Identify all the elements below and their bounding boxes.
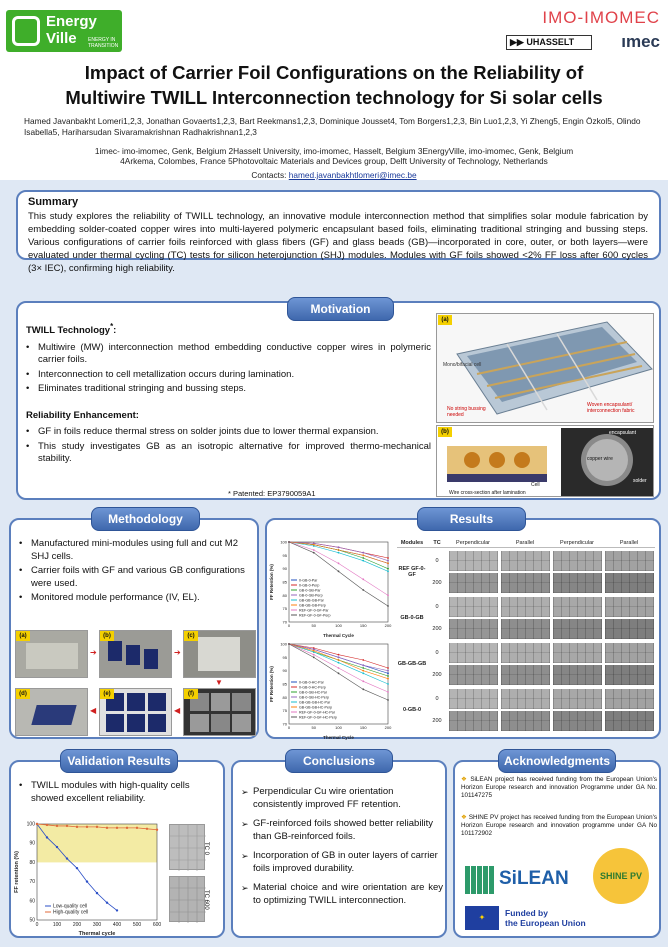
- el-image-cell: [449, 597, 498, 617]
- el-image-cell: [553, 573, 602, 593]
- x-axis-label: Thermal Cycle: [323, 633, 354, 638]
- el-image-tc0: [169, 824, 205, 870]
- el-image-cell: [553, 643, 602, 663]
- el-image-cell: [605, 665, 654, 685]
- data-point: [387, 675, 389, 677]
- twill-heading: TWILL Technology*:: [26, 322, 117, 337]
- data-point: [362, 554, 364, 556]
- el-image-cell: [449, 573, 498, 593]
- list-item: • This study investigates GB as an isotropic alternative for improved thermo-mechanical stability.: [26, 441, 431, 466]
- list-item: • Interconnection to cell metallization occurs during lamination.: [26, 369, 431, 382]
- data-point: [387, 699, 389, 701]
- motivation-header: Motivation: [287, 297, 394, 321]
- reliability-bullets: [26, 426, 431, 466]
- el-image-cell: [449, 665, 498, 685]
- summary-panel: [16, 190, 661, 274]
- figure-label-a: (a): [438, 315, 452, 325]
- data-point: [387, 568, 389, 570]
- conclusions-panel: [231, 760, 447, 938]
- data-point: [387, 570, 389, 572]
- el-image-cell: [449, 619, 498, 639]
- photo-label-d: (d): [16, 689, 30, 699]
- legend-label: 0-GB-0-Par: [299, 578, 318, 583]
- legend-label: GB-GB-GB-Par: [299, 598, 324, 603]
- data-point: [387, 594, 389, 596]
- data-point: [66, 825, 68, 827]
- cross-section-drawing: [437, 426, 654, 497]
- summary-text: This study explores the reliability of TWILL technology, an innovative module interconnection method that simplifies solar module fabrication by embedding solder-coated copper wires into multi-layered polymeric encapsulant based foils, eliminating traditional stringing and bussing steps. Various configurations of carrier foils reinforced with glass fibers (GF) and glass beads (GB)—incorporated in core, outer, or both layers—were evaluated under thermal cycling (TC) tests for silicon heterojunction (SHJ) modules. Modules with GF foils showed <2% FF loss after 600 cycles (3× IEC), confirming high reliability.: [28, 211, 648, 274]
- x-tick-label: 0: [287, 725, 291, 730]
- data-point: [86, 880, 88, 882]
- data-point: [338, 570, 340, 572]
- energyville-mark-icon: [12, 16, 40, 46]
- x-tick-label: 50: [311, 725, 316, 730]
- validation-ff-chart: [13, 818, 163, 936]
- photo-label-f: (f): [184, 689, 198, 699]
- y-axis-label: FF retention (%): [14, 851, 20, 893]
- y-tick-label: 80: [29, 859, 35, 866]
- methodology-bullets: [19, 538, 253, 607]
- ff-retention-chart-2: [269, 640, 394, 740]
- y-axis-label: FF Retention (%): [269, 564, 274, 600]
- tc-value: 0: [435, 650, 439, 656]
- y-tick-label: 75: [282, 708, 287, 714]
- data-point: [362, 667, 364, 669]
- el-image-cell: [501, 689, 550, 709]
- data-point: [387, 672, 389, 674]
- series-line: [289, 542, 388, 561]
- list-item: ➢ Perpendicular Cu wire orientation consistently improved FF retention.: [241, 786, 443, 811]
- list-item: ➢ Material choice and wire orientation are key to optimizing TWILL interconnection.: [241, 882, 443, 907]
- y-tick-label: 80: [282, 694, 287, 700]
- data-point: [116, 827, 118, 829]
- module-name: GB-0-GB: [400, 615, 424, 621]
- legend-label: GB-GB-GB-Perp: [299, 603, 326, 608]
- data-point: [46, 836, 48, 838]
- patent-note: * Patented: EP3790059A1: [228, 489, 316, 498]
- validation-header: Validation Results: [60, 749, 178, 773]
- legend-label: REF-GF-0-GF-HC-Perp: [299, 715, 337, 720]
- data-point: [313, 654, 315, 656]
- list-item: ➢ GF-reinforced foils showed better reliability than GB-reinforced foils.: [241, 818, 443, 843]
- el-image-cell: [449, 643, 498, 663]
- el-image-tc600: [169, 876, 205, 922]
- conclusions-header: Conclusions: [285, 749, 393, 773]
- energyville-logo: Energy Ville ENERGY IN TRANSITION: [6, 10, 122, 52]
- data-point: [338, 549, 340, 551]
- tc-value: 200: [432, 580, 442, 586]
- methodology-header: Methodology: [91, 507, 200, 531]
- data-point: [338, 654, 340, 656]
- data-point: [387, 683, 389, 685]
- x-tick-label: 400: [112, 922, 122, 928]
- y-tick-label: 60: [29, 898, 35, 905]
- arrow-right-icon: ➔: [174, 648, 181, 657]
- data-point: [362, 589, 364, 591]
- data-point: [56, 846, 58, 848]
- table-row: [397, 550, 655, 594]
- ff-retention-chart-1: [269, 538, 394, 638]
- silean-logo: SiLEAN: [465, 864, 569, 898]
- arrow-right-icon: ➔: [90, 648, 97, 657]
- y-tick-label: 95: [282, 552, 287, 558]
- tc-value: 200: [432, 718, 442, 724]
- data-point: [76, 867, 78, 869]
- x-axis-label: Thermal cycle: [78, 931, 116, 936]
- twill-bullets: [26, 342, 431, 396]
- el-image-cell: [501, 643, 550, 663]
- legend-label: Low-quality cell: [53, 903, 88, 910]
- module-name: GB-GB-GB: [397, 661, 427, 667]
- legend-label: 0-GB-0-Perp: [299, 583, 320, 588]
- data-point: [76, 826, 78, 828]
- y-tick-label: 90: [282, 566, 287, 572]
- motivation-panel: [16, 301, 661, 500]
- y-tick-label: 85: [282, 681, 287, 687]
- y-tick-label: 70: [29, 879, 35, 886]
- acknowledgments-panel: [453, 760, 661, 938]
- y-tick-label: 70: [282, 721, 287, 727]
- photo-label-c: (c): [184, 631, 198, 641]
- el-image-cell: [553, 597, 602, 617]
- tc-value: 0: [435, 604, 439, 610]
- x-tick-label: 50: [311, 623, 316, 628]
- figure-label-b: (b): [438, 427, 452, 437]
- el-image-cell: [501, 619, 550, 639]
- data-point: [96, 826, 98, 828]
- x-tick-label: 0: [287, 623, 291, 628]
- author-list: Hamed Javanbakht Lomeri1,2,3, Jonathan Govaerts1,2,3, Bart Reekmans1,2,3, Dominique Jousset4, Tom Borgers1,2,3, Bin Luo1,2,3, Yi Zheng5, Engin Özkol5, Olindo Isabella5, Hariharsudan Sivaramakrishnan Radhakrishnan1,2,3: [24, 116, 641, 137]
- data-point: [387, 667, 389, 669]
- el-image-cell: [553, 665, 602, 685]
- data-point: [313, 549, 315, 551]
- data-point: [338, 656, 340, 658]
- el-label-tc0: TC 0: [203, 842, 209, 856]
- data-point: [338, 672, 340, 674]
- data-point: [362, 688, 364, 690]
- legend-label: REF-GF-0-GF-Perp: [299, 613, 331, 618]
- el-image-cell: [605, 619, 654, 639]
- series-line: [289, 542, 388, 571]
- data-point: [338, 662, 340, 664]
- data-point: [313, 544, 315, 546]
- x-tick-label: 0: [35, 922, 39, 928]
- legend-label: GB-0-GB-HC-Par: [299, 690, 327, 695]
- legend-label: GB-0-GB-Perp: [299, 593, 323, 598]
- x-tick-label: 500: [132, 922, 142, 928]
- methodology-panel: [9, 518, 259, 739]
- summary-title: Summary: [28, 196, 79, 208]
- y-tick-label: 100: [280, 539, 287, 545]
- list-item: • Monitored module performance (IV, EL).: [19, 592, 253, 605]
- legend-label: GB-0-GB-HC-Perp: [299, 695, 329, 700]
- el-label-tc600: TC 600: [203, 890, 209, 910]
- photo-label-b: (b): [100, 631, 114, 641]
- contact-email-link[interactable]: hamed.javanbakhtlomeri@imec.be: [288, 170, 417, 180]
- x-tick-label: 150: [359, 623, 367, 628]
- tc-value: 200: [432, 672, 442, 678]
- poster-title: Impact of Carrier Foil Configurations on the Reliability of Multiwire TWILL Interconnection technology for Si solar cells: [65, 62, 603, 108]
- data-point: [387, 691, 389, 693]
- data-point: [288, 541, 290, 543]
- x-axis-label: Thermal Cycle: [323, 735, 354, 740]
- data-point: [313, 650, 315, 652]
- data-point: [338, 546, 340, 548]
- data-point: [136, 827, 138, 829]
- table-row: [397, 596, 655, 640]
- photo-label-e: (e): [100, 689, 114, 699]
- shine-pv-logo: SHINE PV: [593, 848, 649, 904]
- y-tick-label: 70: [282, 619, 287, 625]
- el-image-cell: [605, 551, 654, 571]
- data-point: [362, 552, 364, 554]
- series-line: [289, 644, 388, 684]
- data-point: [362, 557, 364, 559]
- x-tick-label: 200: [72, 922, 82, 928]
- data-point: [387, 670, 389, 672]
- el-image-cell: [501, 665, 550, 685]
- ack-shinepv: ❖ SHINE PV project has received funding from the European Union's Horizon Europe research and innovation programme under GA No 101172902: [461, 814, 657, 837]
- el-image-cell: [553, 711, 602, 731]
- data-point: [362, 664, 364, 666]
- conclusions-bullets: [241, 786, 443, 909]
- el-image-cell: [605, 689, 654, 709]
- wire-cross-section-illustration: encapsulant copper wire solder Cell Wire cross-section after lamination: [436, 425, 654, 497]
- tc-value: 200: [432, 626, 442, 632]
- data-point: [126, 827, 128, 829]
- el-image-cell: [553, 619, 602, 639]
- el-image-cell: [501, 551, 550, 571]
- validation-bullets: [19, 780, 219, 807]
- eu-flag-icon: ✦: [465, 906, 499, 930]
- data-point: [338, 552, 340, 554]
- data-point: [156, 829, 158, 831]
- results-panel: [265, 518, 661, 739]
- x-tick-label: 100: [335, 725, 342, 730]
- arrow-down-icon: ▼: [215, 678, 223, 687]
- data-point: [56, 825, 58, 827]
- y-tick-label: 80: [282, 592, 287, 598]
- legend-label: REF-GF-0-GF-Par: [299, 608, 329, 613]
- x-tick-label: 100: [335, 623, 342, 628]
- imec-logo: ımec: [621, 32, 660, 51]
- y-tick-label: 50: [29, 917, 35, 924]
- el-image-cell: [449, 711, 498, 731]
- el-image-cell: [449, 689, 498, 709]
- y-axis-label: FF Retention (%): [269, 666, 274, 702]
- data-point: [288, 643, 290, 645]
- list-item: ➢ Incorporation of GB in outer layers of carrier foils improved durability.: [241, 850, 443, 875]
- data-point: [86, 826, 88, 828]
- legend-label: REF-GF-0-GF-HC-Par: [299, 710, 335, 715]
- data-point: [46, 824, 48, 826]
- data-point: [387, 557, 389, 559]
- affiliations: 1imec- imo-imomec, Genk, Belgium 2Hasselt University, imo-imomec, Hasselt, Belgium 3EnergyVille, imo-imomec, Genk, Belgium 4Arkema, Colombes, France 5Photovoltaic Materials and Devices group, Delft University of Technology, Netherlands: [94, 146, 574, 166]
- y-tick-label: 90: [29, 840, 35, 847]
- legend-label: High-quality cell: [53, 909, 89, 916]
- twill-module-illustration: Mono/bifacial cell No string bussing needed Woven encapsulant/ interconnection fabric: [436, 313, 654, 423]
- data-point: [362, 578, 364, 580]
- list-item: • Manufactured mini-modules using full and cut M2 SHJ cells.: [19, 538, 253, 563]
- silean-grid-icon: [465, 866, 495, 894]
- el-image-cell: [605, 711, 654, 731]
- el-image-table: Modules TC Perpendicular Parallel Perpendicular Parallel REF GF-0-GF 0 200 GB-0-GB 0 200 GB-GB-GB 0 200 0-GB-0 0 200: [397, 538, 655, 734]
- data-point: [362, 560, 364, 562]
- el-image-cell: [501, 573, 550, 593]
- data-point: [116, 909, 118, 911]
- reliability-heading: Reliability Enhancement:: [26, 409, 139, 421]
- el-image-cell: [501, 711, 550, 731]
- list-item: • Multiwire (MW) interconnection method embedding conductive copper wires in polymeric carrier foils.: [26, 342, 431, 367]
- data-point: [362, 659, 364, 661]
- list-item: • TWILL modules with high-quality cells showed excellent reliability.: [19, 780, 219, 805]
- table-row: [397, 642, 655, 686]
- legend-label: 0-GB-0-HC-Par: [299, 680, 324, 685]
- y-tick-label: 90: [282, 668, 287, 674]
- y-tick-label: 75: [282, 606, 287, 612]
- series-line: [289, 644, 388, 673]
- data-point: [387, 562, 389, 564]
- data-point: [106, 902, 108, 904]
- legend-label: 0-GB-0-HC-Perp: [299, 685, 326, 690]
- data-point: [387, 678, 389, 680]
- data-point: [96, 892, 98, 894]
- data-point: [36, 823, 38, 825]
- x-tick-label: 600: [152, 922, 162, 928]
- data-point: [313, 552, 315, 554]
- list-item: • Carrier foils with GF and various GB configurations were used.: [19, 565, 253, 590]
- module-name: REF GF-0-GF: [398, 566, 426, 578]
- ack-silean: ❖ SiLEAN project has received funding from the European Union's Horizon Europe research and innovation Programme under GA No. 101147275: [461, 776, 657, 799]
- data-point: [362, 680, 364, 682]
- validation-panel: [9, 760, 225, 938]
- poster-header: [0, 0, 668, 180]
- data-point: [338, 667, 340, 669]
- x-tick-label: 300: [92, 922, 102, 928]
- data-point: [338, 659, 340, 661]
- el-image-cell: [605, 573, 654, 593]
- el-image-cell: [605, 597, 654, 617]
- star-icon: ❖: [461, 814, 469, 821]
- data-point: [146, 828, 148, 830]
- data-point: [362, 672, 364, 674]
- el-image-cell: [605, 643, 654, 663]
- x-tick-label: 200: [384, 623, 392, 628]
- list-item: • Eliminates traditional stringing and bussing steps.: [26, 383, 431, 396]
- results-header: Results: [417, 507, 526, 531]
- el-image-cell: [553, 551, 602, 571]
- list-item: • GF in foils reduce thermal stress on solder joints due to lower thermal expansion.: [26, 426, 431, 439]
- el-image-cell: [449, 551, 498, 571]
- x-tick-label: 200: [384, 725, 392, 730]
- shaded-band: [37, 824, 157, 862]
- tc-value: 0: [435, 558, 439, 564]
- y-tick-label: 100: [280, 641, 287, 647]
- data-point: [387, 560, 389, 562]
- data-point: [338, 562, 340, 564]
- module-name: 0-GB-0: [402, 707, 422, 713]
- contacts: Contacts: hamed.javanbakhtlomeri@imec.be: [251, 170, 417, 180]
- data-point: [106, 827, 108, 829]
- legend-label: GB-0-GB-Par: [299, 588, 321, 593]
- eu-funding-text: Funded by the European Union: [505, 908, 586, 928]
- data-point: [66, 857, 68, 859]
- y-tick-label: 95: [282, 654, 287, 660]
- legend-label: GB-GB-GB-HC-Par: [299, 700, 331, 705]
- series-line: [289, 644, 388, 668]
- y-tick-label: 85: [282, 579, 287, 585]
- table-row: [397, 688, 655, 732]
- arrow-left-icon: ◀: [174, 706, 181, 715]
- data-point: [313, 656, 315, 658]
- acknowledgments-header: Acknowledgments: [498, 749, 616, 773]
- photo-label-a: (a): [16, 631, 30, 641]
- tc-value: 0: [435, 696, 439, 702]
- uhasselt-logo: ▶▶ UHASSELT: [506, 35, 592, 50]
- x-tick-label: 150: [359, 725, 367, 730]
- imo-imomec-logo: IMO-IMOMEC: [542, 8, 660, 27]
- el-image-cell: [553, 689, 602, 709]
- data-point: [387, 605, 389, 607]
- el-image-cell: [501, 597, 550, 617]
- legend-label: GB-GB-GB-HC-Perp: [299, 705, 333, 710]
- star-icon: ❖: [461, 776, 471, 783]
- y-tick-label: 100: [26, 821, 35, 828]
- x-tick-label: 100: [52, 922, 62, 928]
- arrow-left-icon: ◀: [90, 706, 97, 715]
- data-point: [362, 670, 364, 672]
